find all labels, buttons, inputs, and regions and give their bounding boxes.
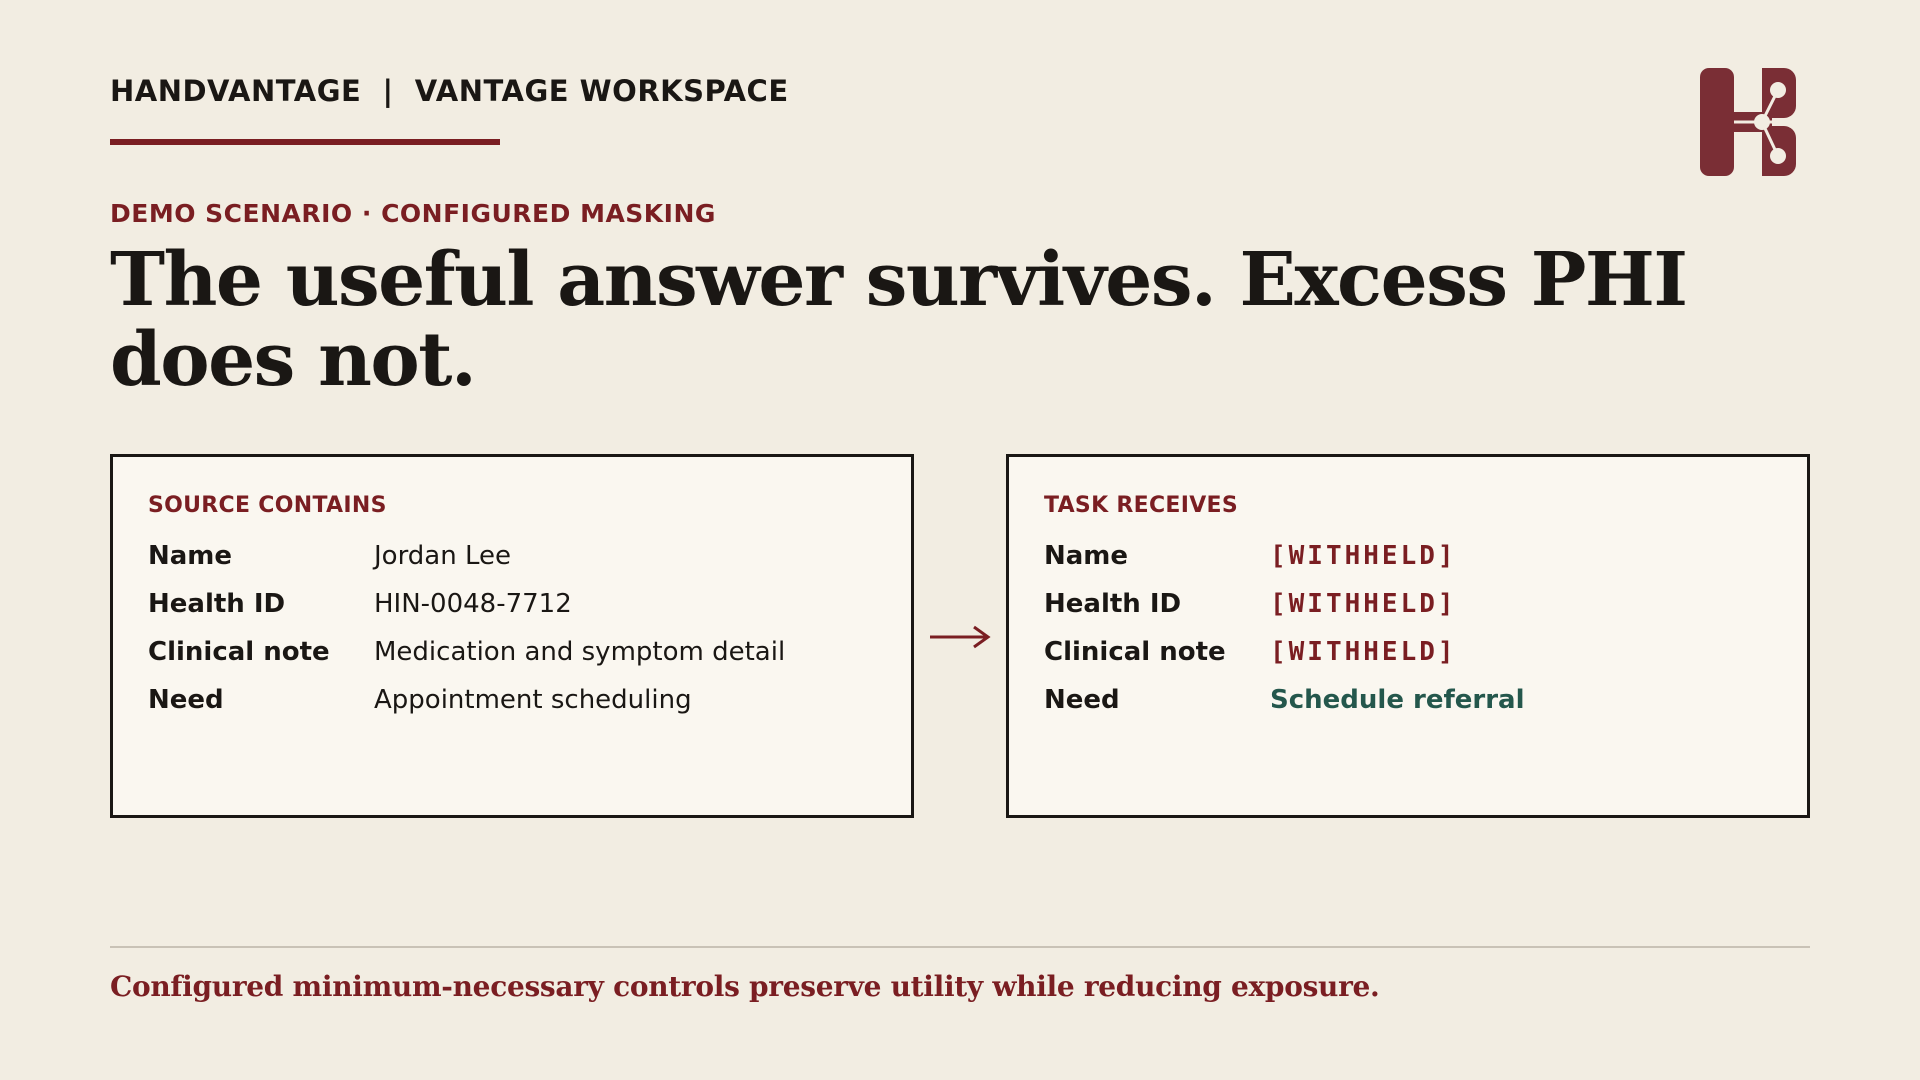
field-key: Clinical note xyxy=(148,637,330,667)
task-card xyxy=(1006,454,1810,818)
brand-underline xyxy=(110,139,500,145)
kept-value: Schedule referral xyxy=(1270,685,1525,715)
brand-title: HANDVANTAGE | VANTAGE WORKSPACE xyxy=(110,74,789,108)
source-card xyxy=(110,454,914,818)
field-key: Name xyxy=(1044,541,1129,571)
withheld-value: [WITHHELD] xyxy=(1270,589,1457,619)
footer-divider xyxy=(110,946,1810,948)
field-value: Medication and symptom detail xyxy=(374,637,786,667)
field-key: Name xyxy=(148,541,233,571)
field-key: Need xyxy=(148,685,224,715)
task-card-label: TASK RECEIVES xyxy=(1044,493,1239,518)
page-headline: The useful answer survives. Excess PHI does not. xyxy=(110,237,1687,403)
scenario-eyebrow: DEMO SCENARIO · CONFIGURED MASKING xyxy=(110,199,716,228)
footer-caption: Configured minimum-necessary controls preserve utility while reducing exposure. xyxy=(110,970,1380,1003)
withheld-value: [WITHHELD] xyxy=(1270,637,1457,667)
field-key: Health ID xyxy=(1044,589,1182,619)
field-value: HIN-0048-7712 xyxy=(374,589,572,619)
handvantage-logo-icon xyxy=(1700,68,1796,176)
source-card-label: SOURCE CONTAINS xyxy=(148,493,387,518)
field-key: Health ID xyxy=(148,589,286,619)
field-value: Jordan Lee xyxy=(374,541,512,571)
withheld-value: [WITHHELD] xyxy=(1270,541,1457,571)
field-key: Clinical note xyxy=(1044,637,1226,667)
right-arrow-icon xyxy=(928,622,992,652)
field-value: Appointment scheduling xyxy=(374,685,692,715)
field-key: Need xyxy=(1044,685,1120,715)
